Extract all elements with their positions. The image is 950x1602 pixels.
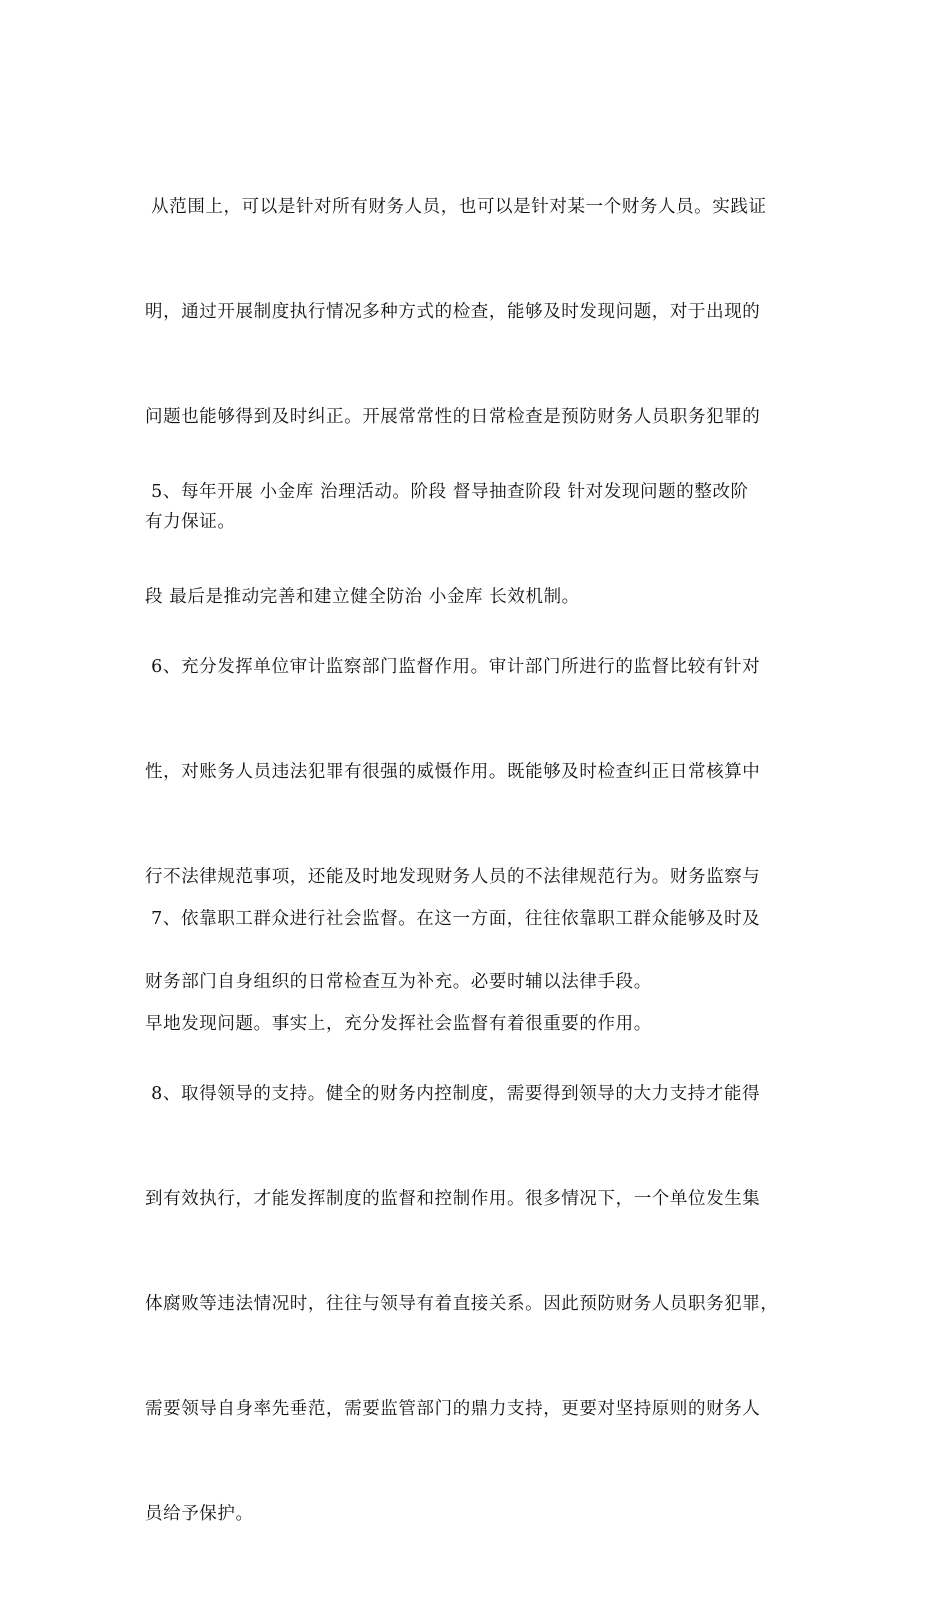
paragraph-line: 5、每年开展 小金库 治理活动。阶段 督导抽查阶段 针对发现问题的整改阶 xyxy=(145,482,749,502)
paragraph-line: 性，对账务人员违法犯罪有很强的威慑作用。既能够及时检查纠正日常核算中 xyxy=(145,762,761,782)
paragraph-item-8 xyxy=(145,1007,810,1602)
paragraph-line: 问题也能够得到及时纠正。开展常常性的日常检查是预防财务人员职务犯罪的 xyxy=(145,407,761,427)
paragraph-line: 到有效执行，才能发挥制度的监督和控制作用。很多情况下，一个单位发生集 xyxy=(145,1189,761,1209)
paragraph-line: 7、依靠职工群众进行社会监督。在这一方面，往往依靠职工群众能够及时及 xyxy=(145,909,761,929)
paragraph-line: 员给予保护。 xyxy=(145,1504,254,1524)
paragraph-line: 段 最后是推动完善和建立健全防治 小金库 长效机制。 xyxy=(145,587,580,607)
paragraph-line: 早地发现问题。事实上，充分发挥社会监督有着很重要的作用。 xyxy=(145,1014,652,1034)
paragraph-line: 财务部门自身组织的日常检查互为补充。必要时辅以法律手段。 xyxy=(145,972,652,992)
paragraph-line: 明，通过开展制度执行情况多种方式的检查，能够及时发现问题，对于出现的 xyxy=(145,302,761,322)
paragraph-line: 行不法律规范事项，还能及时地发现财务人员的不法律规范行为。财务监察与 xyxy=(145,867,761,887)
paragraph-line: 有力保证。 xyxy=(145,512,236,532)
paragraph-line: 从范围上，可以是针对所有财务人员，也可以是针对某一个财务人员。实践证 xyxy=(145,197,767,217)
paragraph-line: 需要领导自身率先垂范，需要监管部门的鼎力支持，更要对坚持原则的财务人 xyxy=(145,1399,761,1419)
paragraph-line: 体腐败等违法情况时，往往与领导有着直接关系。因此预防财务人员职务犯罪， xyxy=(145,1294,779,1314)
paragraph-line: 8、取得领导的支持。健全的财务内控制度，需要得到领导的大力支持才能得 xyxy=(145,1084,761,1104)
paragraph-line: 6、充分发挥单位审计监察部门监督作用。审计部门所进行的监督比较有针对 xyxy=(145,657,761,677)
